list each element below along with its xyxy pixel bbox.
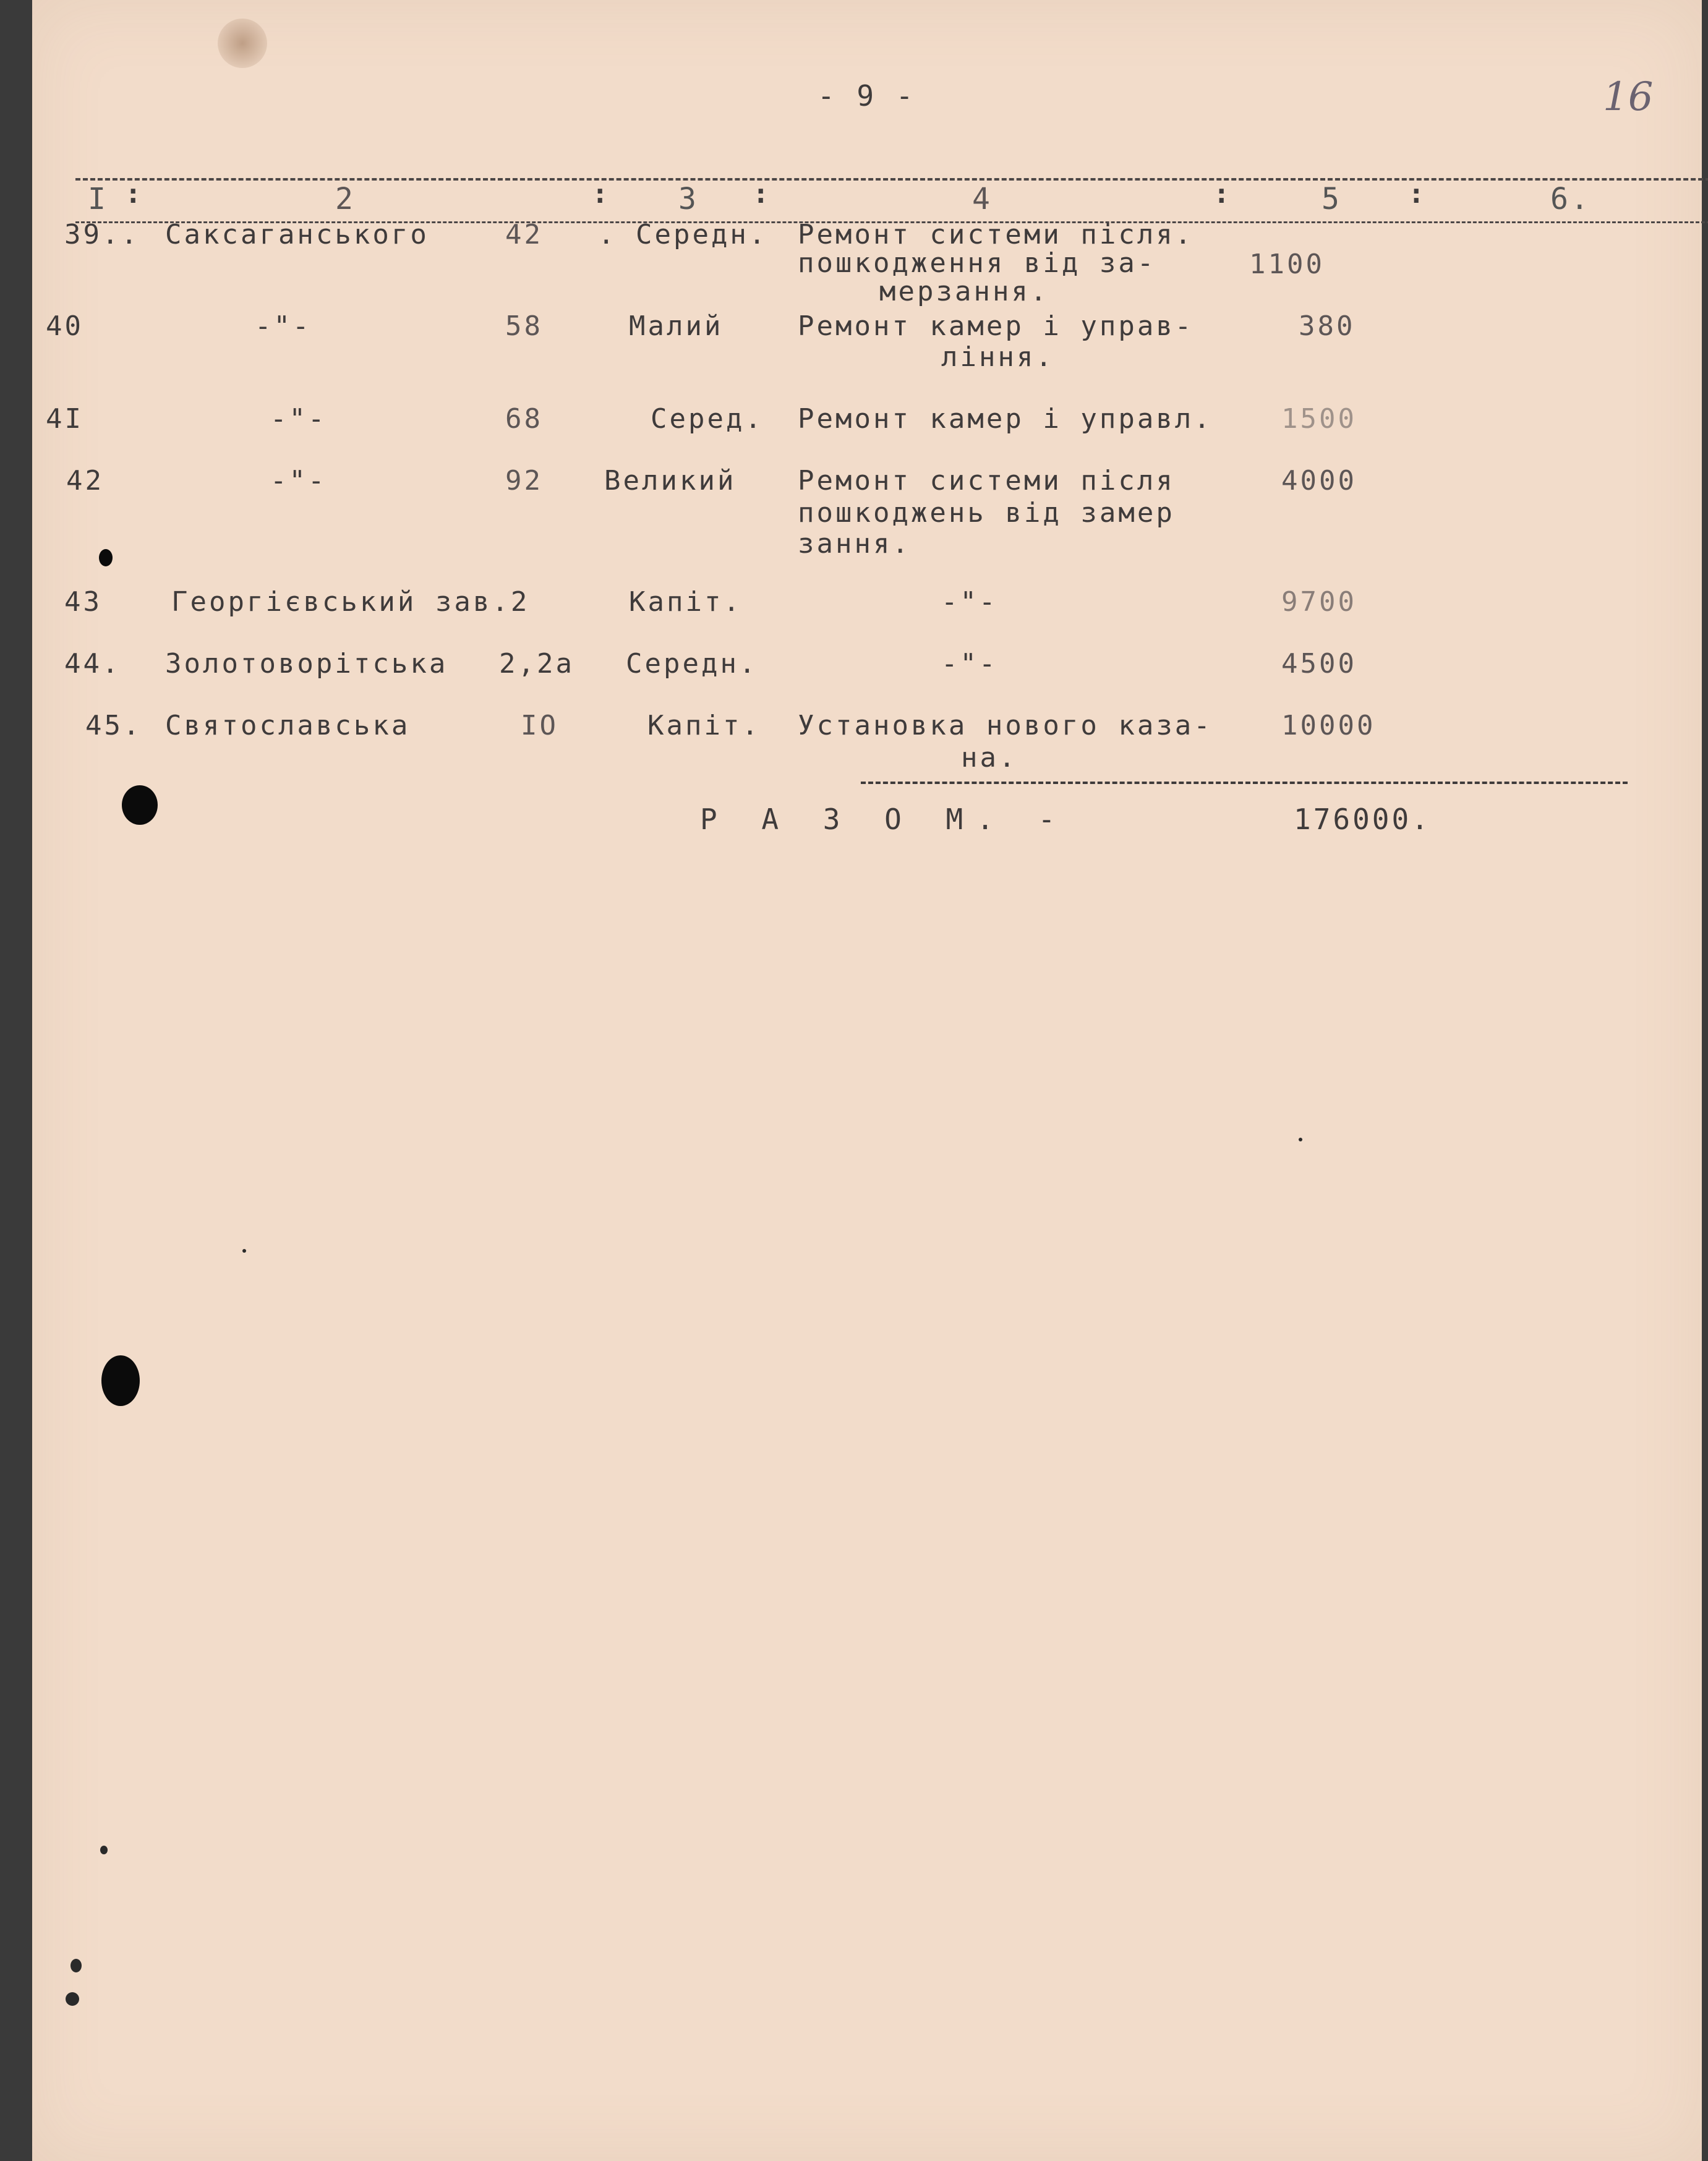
work-description: пошкодження від за- <box>798 247 1156 279</box>
total-rule <box>861 782 1628 784</box>
work-description: Ремонт системи після. <box>798 219 1194 250</box>
house-number: 42 <box>505 219 543 250</box>
row-number: 40 <box>46 310 83 342</box>
work-description: -"- <box>941 648 998 680</box>
repair-type: . Середн. <box>598 219 768 250</box>
column-separator: : <box>125 178 142 210</box>
work-description: мерзання. <box>879 276 1049 307</box>
work-description: Ремонт камер і управ- <box>798 310 1194 342</box>
house-number: 92 <box>505 465 543 497</box>
column-number-5: 5 <box>1322 182 1342 216</box>
street-name: Святославська <box>165 710 411 741</box>
sum-value: 10000 <box>1281 710 1376 741</box>
work-description: ління. <box>941 341 1054 373</box>
binder-hole <box>122 785 158 825</box>
binder-hole <box>99 549 113 566</box>
work-description: пошкоджень від замер <box>798 497 1175 529</box>
sum-value: 4500 <box>1281 648 1357 680</box>
house-number: 2,2а <box>499 648 574 680</box>
row-number: 44. <box>64 648 121 680</box>
column-number-1: I <box>88 182 108 216</box>
column-separator: : <box>592 178 608 210</box>
column-number-3: 3 <box>678 182 699 216</box>
page-number: - 9 - <box>818 79 916 113</box>
house-number: IO <box>521 710 558 741</box>
repair-type: Серед. <box>651 403 764 435</box>
column-number-4: 4 <box>972 182 993 216</box>
work-description: Установка нового каза- <box>798 710 1213 741</box>
row-number: 42 <box>66 465 104 497</box>
street-name: Георгієвський зав.2 <box>171 586 530 618</box>
column-separator: : <box>753 178 769 210</box>
repair-type: Капіт. <box>629 586 742 618</box>
total-value: 176000. <box>1294 803 1431 836</box>
house-number: 58 <box>505 310 543 342</box>
work-description: на. <box>961 742 1018 774</box>
header-top-rule <box>75 178 1708 181</box>
work-description: -"- <box>941 586 998 618</box>
work-description: зання. <box>798 528 911 560</box>
ink-speck <box>66 1992 79 2006</box>
house-number: 68 <box>505 403 543 435</box>
work-description: Ремонт камер і управл. <box>798 403 1213 435</box>
column-separator: : <box>1213 178 1230 210</box>
binder-hole <box>101 1355 140 1406</box>
repair-type: Капіт. <box>647 710 761 741</box>
ink-speck <box>100 1846 108 1854</box>
sum-value: 380 <box>1299 310 1356 342</box>
street-name: -"- <box>255 310 312 342</box>
row-number: 4I <box>46 403 83 435</box>
ink-speck <box>70 1959 82 1972</box>
street-name: Золотоворітська <box>165 648 448 680</box>
total-label: Р А З О М. - <box>700 803 1069 836</box>
street-name: -"- <box>270 465 327 497</box>
street-name: -"- <box>270 403 327 435</box>
repair-type: Великий <box>604 465 737 497</box>
sum-value: 9700 <box>1281 586 1357 618</box>
sum-value: 4000 <box>1281 465 1357 497</box>
work-description: Ремонт системи після <box>798 465 1175 497</box>
column-number-6: 6. <box>1550 182 1591 216</box>
sum-value: 1500 <box>1281 403 1357 435</box>
row-number: 39.. <box>64 219 140 250</box>
column-number-2: 2 <box>335 182 356 216</box>
repair-type: Середн. <box>626 648 758 680</box>
sum-value: 1100 <box>1249 249 1325 280</box>
column-separator: : <box>1408 178 1425 210</box>
repair-type: Малий <box>629 310 724 342</box>
row-number: 45. <box>85 710 142 741</box>
row-number: 43 <box>64 586 102 618</box>
ink-speck <box>1299 1138 1302 1141</box>
ink-speck <box>242 1249 246 1253</box>
stain-mark <box>218 19 267 68</box>
sheet-number: 16 <box>1603 74 1654 120</box>
document-page <box>32 0 1702 2161</box>
street-name: Саксаганського <box>165 219 429 250</box>
